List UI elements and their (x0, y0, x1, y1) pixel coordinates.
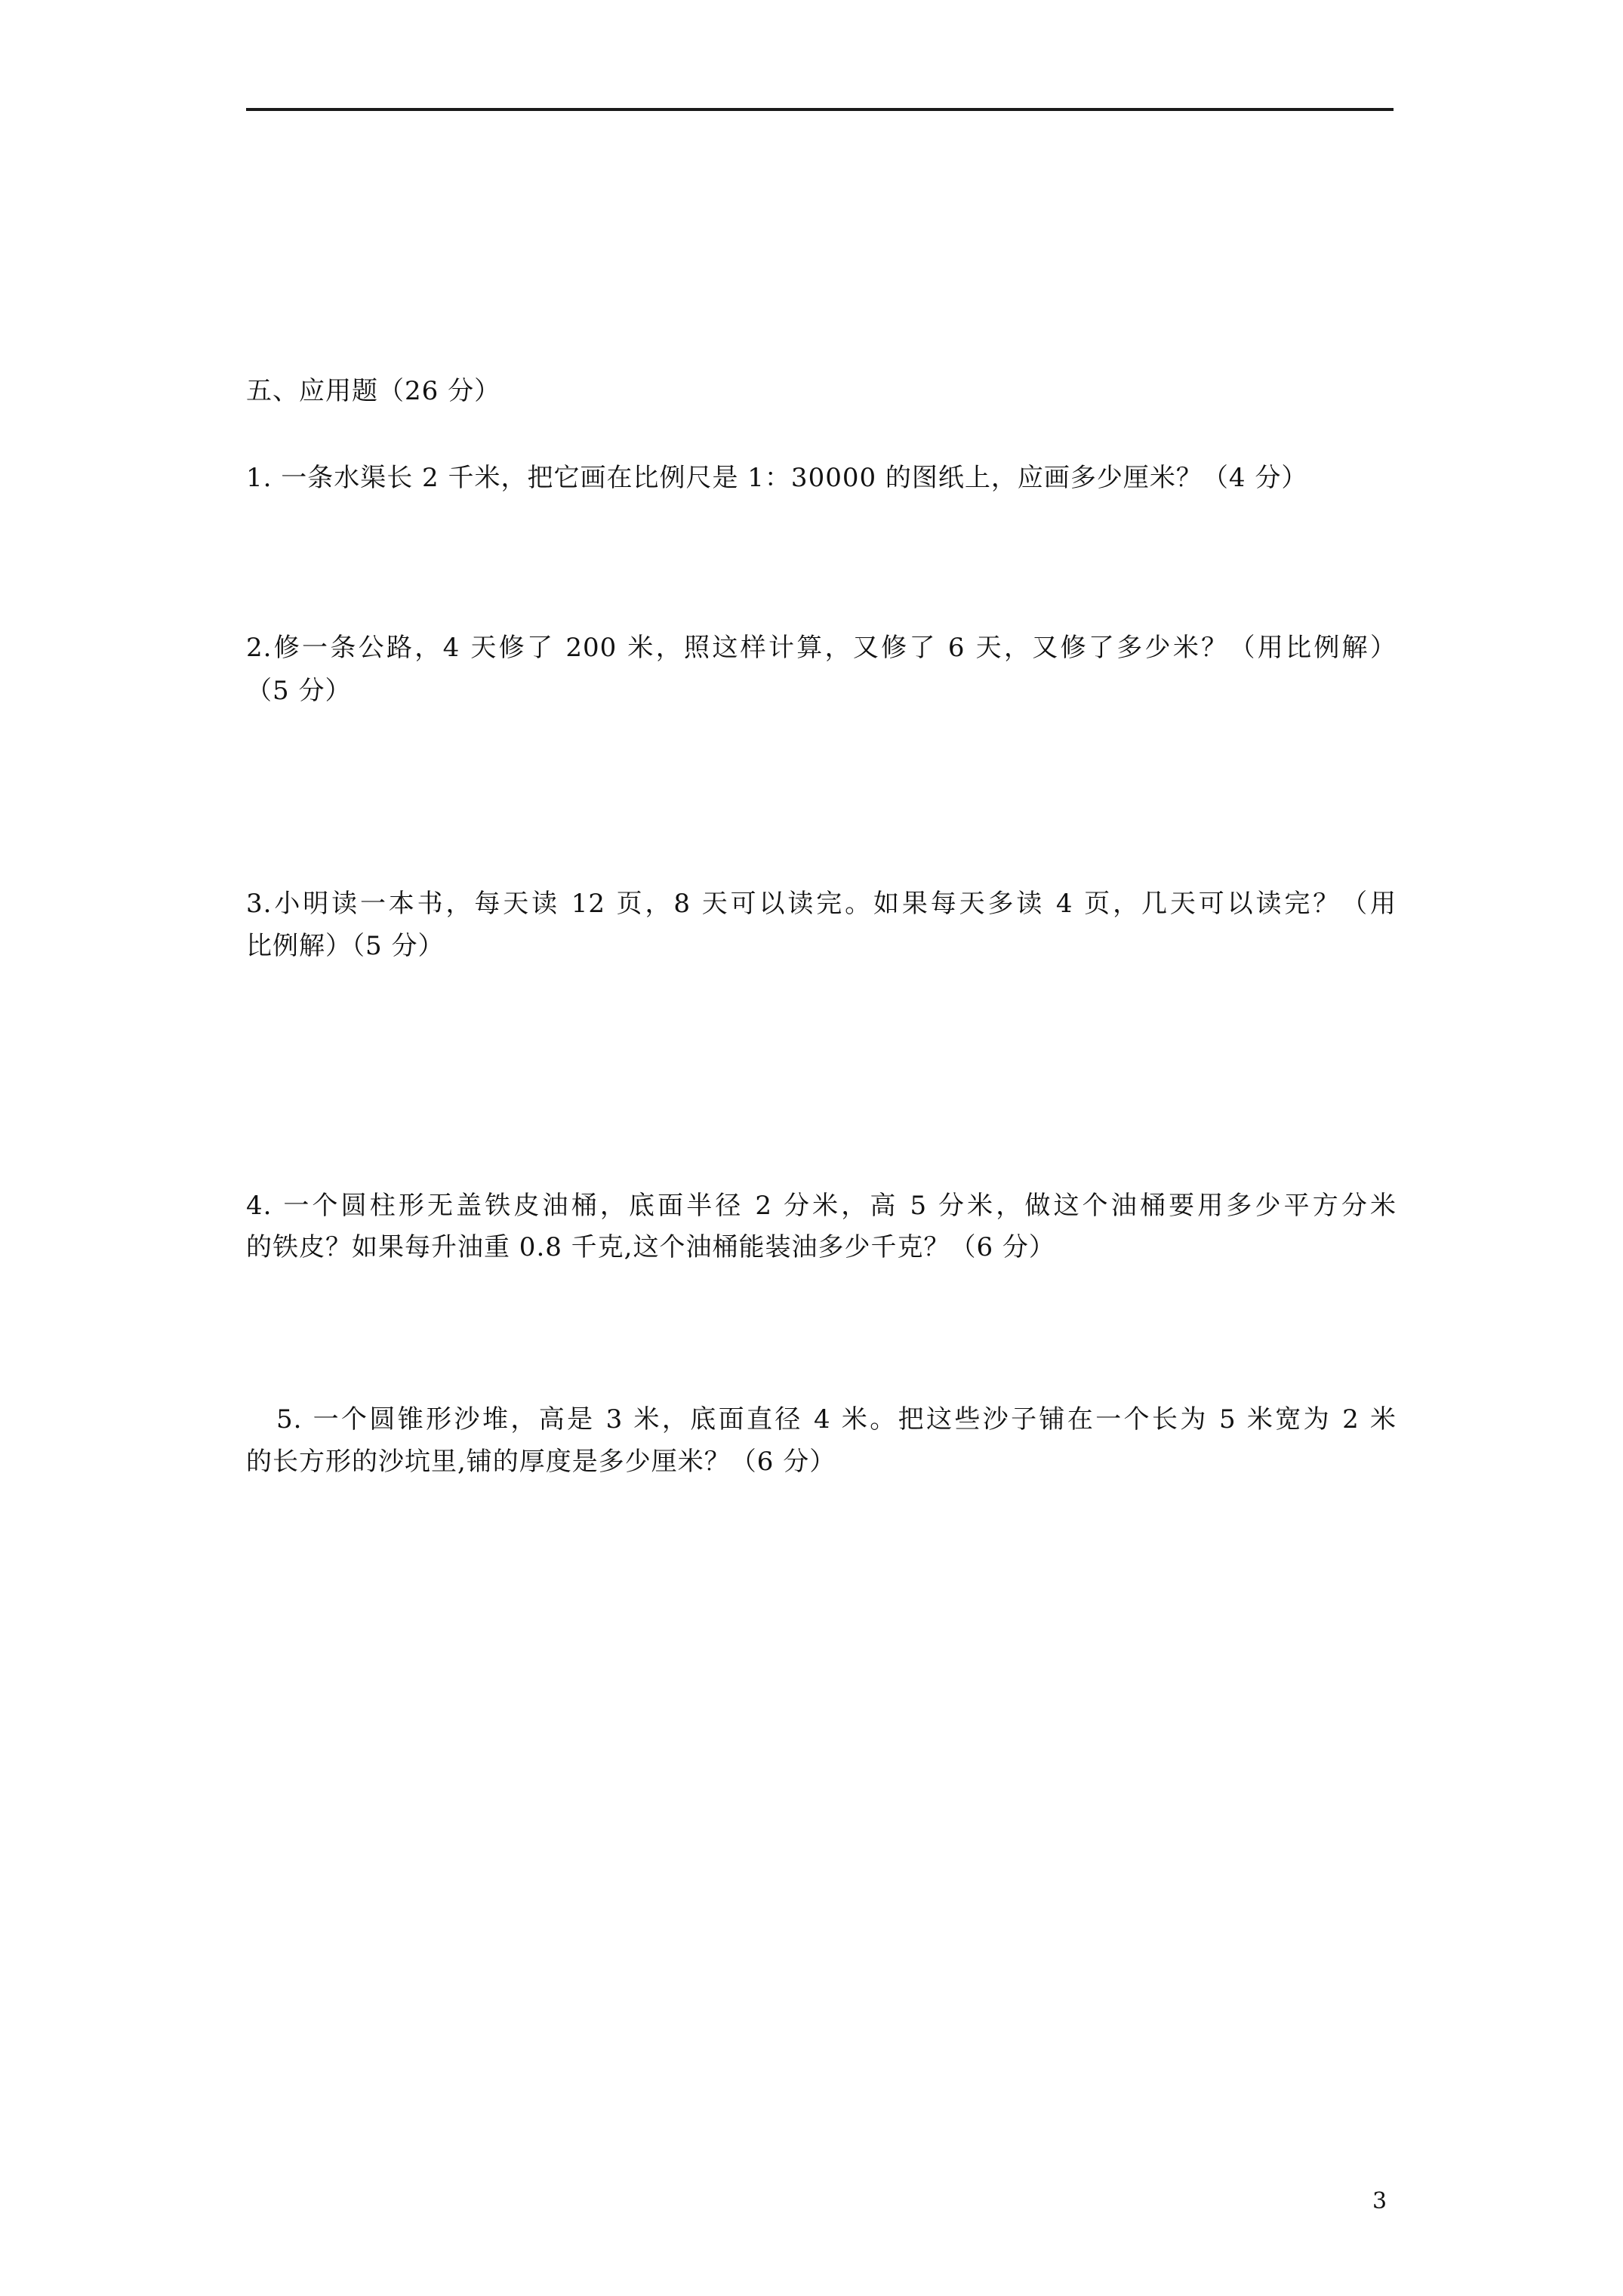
question-2-line-2: （5 分） (246, 676, 352, 706)
page-number: 3 (1372, 2188, 1387, 2214)
question-3-line-2: 比例解）（5 分） (246, 931, 445, 961)
question-5-line-2: 的长方形的沙坑里,铺的厚度是多少厘米？（6 分） (246, 1447, 836, 1477)
question-4-line-1: 4. 一个圆柱形无盖铁皮油桶，底面半径 2 分米，高 5 分米，做这个油桶要用多少平方分米 (246, 1191, 1397, 1221)
header-rule (246, 108, 1394, 111)
question-4-line-2: 的铁皮？如果每升油重 0.8 千克,这个油桶能装油多少千克？（6 分） (246, 1232, 1055, 1262)
question-2-line-1: 2.修一条公路，4 天修了 200 米，照这样计算，又修了 6 天，又修了多少米？（用比例解） (246, 633, 1397, 663)
question-3-line-1: 3.小明读一本书，每天读 12 页，8 天可以读完。如果每天多读 4 页，几天可以读完？（用 (246, 889, 1397, 919)
question-5-line-1: 5. 一个圆锥形沙堆，高是 3 米，底面直径 4 米。把这些沙子铺在一个长为 5 米宽为 2 米 (276, 1404, 1397, 1435)
question-1-line-1: 1. 一条水渠长 2 千米，把它画在比例尺是 1：30000 的图纸上，应画多少厘米？（4 分） (246, 463, 1308, 493)
section-title: 五、应用题（26 分） (246, 376, 501, 406)
